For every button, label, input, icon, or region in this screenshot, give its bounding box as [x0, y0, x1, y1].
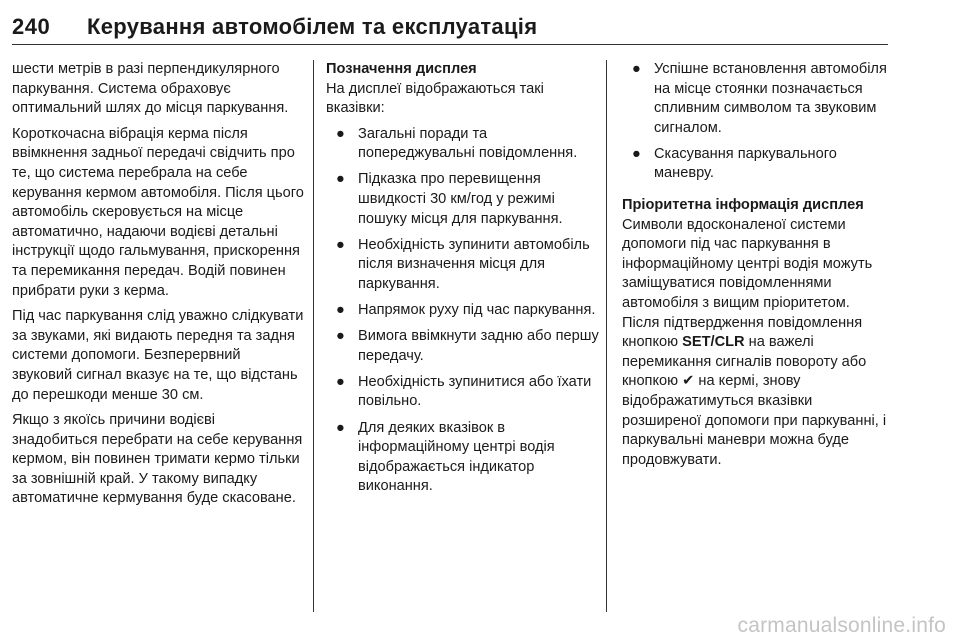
column-1	[12, 60, 304, 515]
list-item	[326, 327, 602, 366]
paragraph: Під час паркування слід уважно слідкувати за звуками, які видають передня та задня системи допомоги. Безперервний звуковий сигнал вказує на те, що відстань до перешкоди менше 30 см.	[12, 308, 304, 403]
list-item	[326, 236, 602, 295]
column-3	[622, 60, 890, 476]
bullet-icon: ●	[336, 328, 345, 345]
list-item-text: Підказка про перевищення швидкості 30 км/год у режимі пошуку місця для паркування.	[358, 171, 563, 227]
section-heading-display: Позначення дисплея	[326, 61, 477, 77]
bullet-icon: ●	[336, 125, 345, 142]
bullet-icon: ●	[336, 236, 345, 253]
text-run: на кермі, знову відображатимуться вказівки розширеної допомоги при паркуванні, і паркувальні маневри можна буде продовжувати.	[622, 373, 887, 468]
paragraph: На дисплеї відображаються такі вказівки:	[326, 80, 544, 117]
set-clr-key-label: SET/CLR	[682, 334, 745, 351]
list-item-text: Загальні поради та попереджувальні повідомлення.	[358, 125, 578, 162]
bullet-icon: ●	[336, 171, 345, 188]
paragraph: Короткочасна вібрація керма після ввімкнення задньої передачі свідчить про те, що система перебрала на себе керування кермом автомобіля. Після цього автомобіль скеровується на місце автоматично, надаючи водієві детальні інструкції щодо гальмування, прискорення та перемикання передач. Водій повинен прибрати руки з керма.	[12, 125, 304, 299]
section-heading-priority: Пріоритетна інформація дисплея	[622, 197, 864, 214]
bullet-icon: ●	[336, 302, 345, 319]
paragraph: шести метрів в разі перпендикулярного паркування. Система обраховує оптимальний шлях до місця паркування.	[12, 61, 289, 117]
list-item	[326, 419, 602, 497]
list-item-text: Необхідність зупинитися або їхати повільно.	[358, 373, 592, 410]
column-2	[326, 60, 602, 503]
list-item-text: Напрямок руху під час паркування.	[358, 302, 596, 319]
column-divider-2	[606, 60, 607, 612]
list-item-text: Скасування паркувального маневру.	[654, 145, 837, 182]
list-item	[326, 373, 602, 412]
bullet-icon: ●	[632, 61, 641, 77]
list-item	[326, 170, 602, 229]
text-run: Символи вдосконаленої системи допомоги під час паркування в інформаційному центрі водія можуть заміщуватися повідомленнями автомобіля з вищим пріоритетом. Після підтвердження повідомлення кнопкою	[622, 216, 873, 351]
page-number: 240	[12, 14, 51, 39]
bullet-icon: ●	[336, 373, 345, 390]
column-divider-1	[313, 60, 314, 612]
chapter-title: Керування автомобілем та експлуатація	[87, 14, 538, 39]
list-item-text: Для деяких вказівок в інформаційному центрі водія відображається індикатор виконання.	[358, 419, 555, 495]
watermark: carmanualsonline.info	[737, 614, 946, 637]
bullet-icon: ●	[336, 419, 345, 436]
list-item	[622, 60, 890, 138]
checkmark-icon: ✔	[682, 373, 695, 390]
list-item-text: Вимога ввімкнути задню або першу передачу.	[358, 328, 599, 364]
text-run: на важелі перемикання сигналів повороту або кнопкою	[622, 334, 867, 390]
page-header	[12, 10, 888, 45]
paragraph: Якщо з якоїсь причини водієві знадобиться перебрати на себе керування кермом, він повинен тримати кермо тільки за зовнішній край. У такому випадку автоматичне кермування буде скасоване.	[12, 412, 303, 507]
list-item	[326, 125, 602, 164]
list-item-text: Необхідність зупинити автомобіль після визначення місця для паркування.	[358, 236, 590, 292]
paragraph	[622, 216, 890, 471]
list-item-text: Успішне встановлення автомобіля на місце стоянки позначається спливним символом та звуковим сигналом.	[654, 61, 887, 136]
bullet-icon: ●	[632, 145, 641, 162]
display-indications-list	[326, 125, 602, 497]
display-indications-list-cont	[622, 60, 890, 184]
list-item	[622, 145, 890, 184]
list-item	[326, 301, 602, 321]
